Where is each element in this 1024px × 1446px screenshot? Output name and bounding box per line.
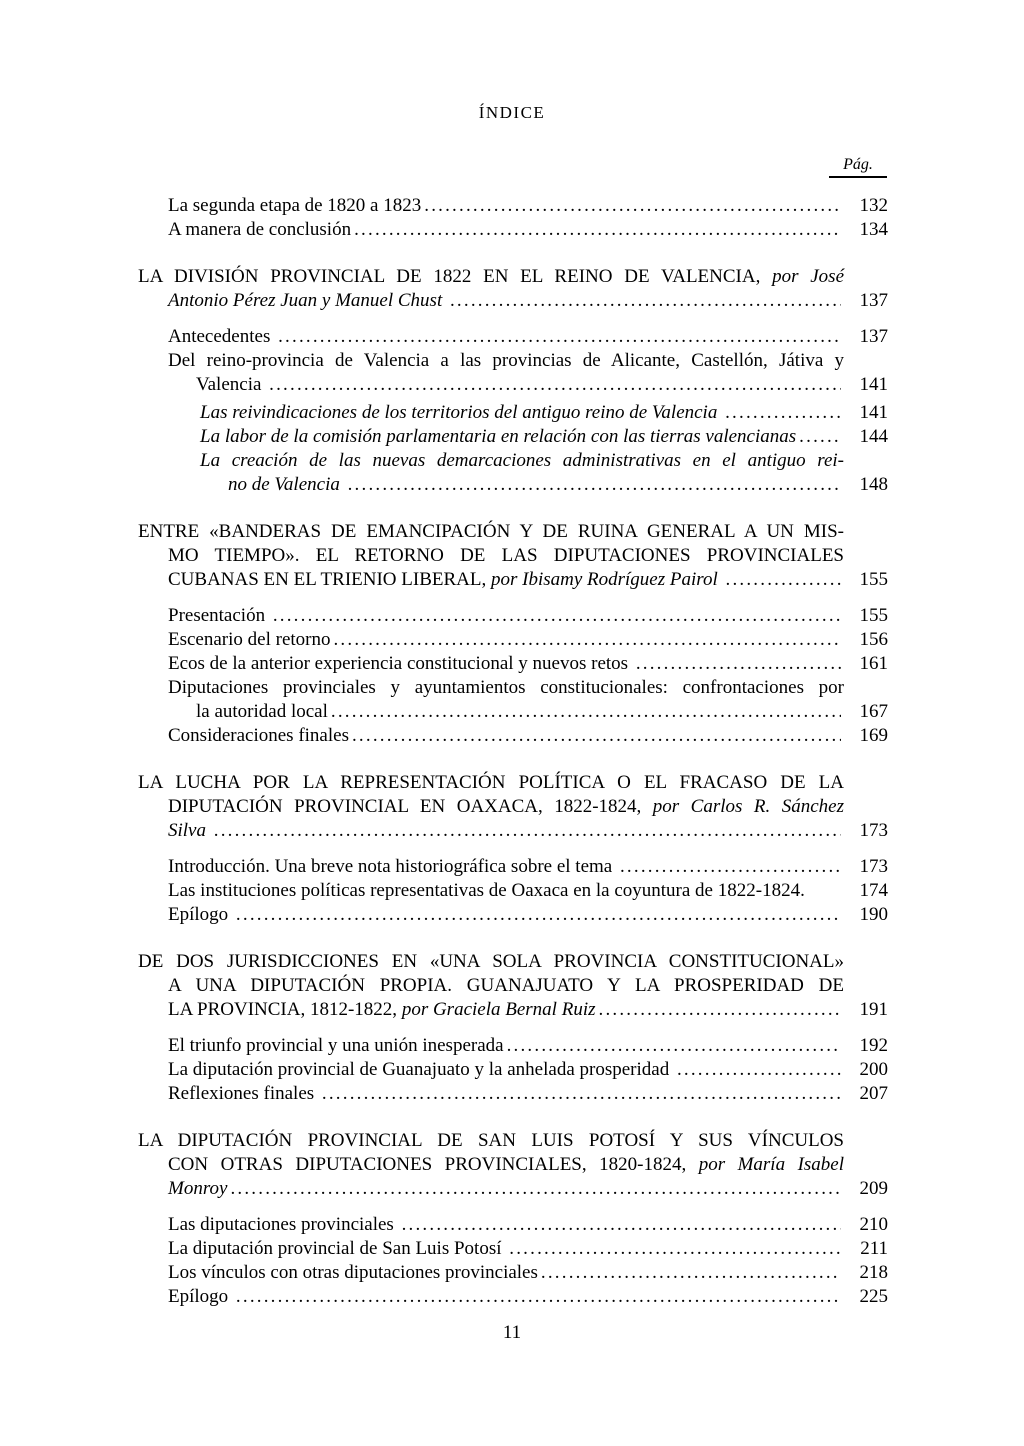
toc-page-number: 190 xyxy=(859,904,888,925)
toc-line xyxy=(168,325,888,349)
dotted-leader xyxy=(636,652,841,676)
toc-line-text: El triunfo provincial y una unión inesperada xyxy=(168,1035,504,1056)
toc-page-number: 211 xyxy=(860,1238,888,1259)
table-of-contents xyxy=(138,194,888,1309)
toc-line xyxy=(200,449,844,473)
toc-line-text: Ecos de la anterior experiencia constitucional y nuevos retos xyxy=(168,653,633,674)
toc-page-number: 148 xyxy=(859,474,888,495)
toc-entry xyxy=(138,950,888,1022)
dotted-leader xyxy=(322,1082,841,1106)
toc-line xyxy=(168,604,888,628)
toc-page-number: 191 xyxy=(859,999,888,1020)
toc-entry xyxy=(138,1058,888,1082)
toc-entry xyxy=(138,1213,888,1237)
dotted-leader xyxy=(354,218,841,242)
toc-page-number: 156 xyxy=(859,629,888,650)
toc-line-text: LA LUCHA POR LA REPRESENTACIÓN POLÍTICA O EL FRACASO DE LA xyxy=(138,772,844,793)
toc-line xyxy=(168,903,888,927)
dotted-leader xyxy=(620,855,841,879)
toc-line-text: DE DOS JURISDICCIONES EN «UNA SOLA PROVINCIA CONSTITUCIONAL» xyxy=(138,951,844,972)
dotted-leader xyxy=(236,903,841,927)
toc-line xyxy=(200,425,888,449)
toc-entry xyxy=(138,676,888,724)
toc-line xyxy=(138,1129,844,1153)
dotted-leader xyxy=(726,568,842,592)
toc-entry xyxy=(138,771,888,843)
toc-entry xyxy=(138,349,888,397)
dotted-leader xyxy=(799,425,841,449)
dotted-leader xyxy=(331,700,841,724)
toc-line-text: Antecedentes xyxy=(168,326,276,347)
toc-line xyxy=(138,950,844,974)
dotted-leader xyxy=(278,325,841,349)
toc-line-text: Las instituciones políticas representativas de Oaxaca en la coyuntura de 1822-1824. xyxy=(168,880,805,901)
toc-page-number: 155 xyxy=(859,605,888,626)
toc-page-number: 200 xyxy=(859,1059,888,1080)
toc-line-text: la autoridad local xyxy=(196,701,328,722)
toc-line-text: Las reivindicaciones de los territorios del antiguo reino de Valencia xyxy=(200,402,723,423)
toc-page-number: 137 xyxy=(859,326,888,347)
toc-line-text: Los vínculos con otras diputaciones provinciales xyxy=(168,1262,538,1283)
toc-page-number: 141 xyxy=(859,374,888,395)
toc-line-text: Introducción. Una breve nota historiográfica sobre el tema xyxy=(168,856,617,877)
toc-entry xyxy=(138,1285,888,1309)
toc-entry xyxy=(138,1261,888,1285)
toc-line xyxy=(168,652,888,676)
toc-entry xyxy=(138,449,888,497)
toc-page-number: 192 xyxy=(859,1035,888,1056)
page-number: 11 xyxy=(502,1322,522,1343)
toc-entry xyxy=(138,520,888,592)
toc-line xyxy=(168,855,888,879)
toc-line xyxy=(168,1177,888,1201)
toc-page-number: 167 xyxy=(859,701,888,722)
toc-line xyxy=(168,974,844,998)
toc-entry xyxy=(138,724,888,748)
toc-line-text: ENTRE «BANDERAS DE EMANCIPACIÓN Y DE RUINA GENERAL A UN MIS- xyxy=(138,521,844,542)
toc-entry xyxy=(138,855,888,879)
dotted-leader xyxy=(424,194,841,218)
toc-line xyxy=(168,1034,888,1058)
dotted-leader xyxy=(214,819,841,843)
toc-line-text: LA DIPUTACIÓN PROVINCIAL DE SAN LUIS POTOSÍ Y SUS VÍNCULOS xyxy=(138,1130,844,1151)
toc-line-text: Antonio Pérez Juan y Manuel Chust xyxy=(168,290,447,311)
toc-line xyxy=(168,1058,888,1082)
toc-line xyxy=(200,401,888,425)
toc-line-text: Silva xyxy=(168,820,211,841)
toc-line-text: La labor de la comisión parlamentaria en relación con las tierras valencianas xyxy=(200,426,797,447)
toc-line xyxy=(168,1213,888,1237)
dotted-leader xyxy=(541,1261,841,1285)
toc-page-number: 173 xyxy=(859,820,888,841)
toc-page-number: 225 xyxy=(859,1286,888,1307)
toc-line xyxy=(168,819,888,843)
toc-entry xyxy=(138,604,888,628)
toc-line xyxy=(168,194,888,218)
toc-page-number: 209 xyxy=(859,1178,888,1199)
toc-line-text: MO TIEMPO». EL RETORNO DE LAS DIPUTACIONES PROVINCIALES xyxy=(168,545,844,566)
toc-line xyxy=(168,724,888,748)
toc-line-text: Epílogo xyxy=(168,1286,233,1307)
toc-entry xyxy=(138,218,888,242)
dotted-leader xyxy=(333,628,841,652)
toc-line xyxy=(168,1237,888,1261)
toc-line-text: Escenario del retorno xyxy=(168,629,331,650)
toc-line-text: La diputación provincial de Guanajuato y la anhelada prosperidad xyxy=(168,1059,674,1080)
toc-entry xyxy=(138,325,888,349)
toc-line-text: CON OTRAS DIPUTACIONES PROVINCIALES, 1820-1824, por María Isabel xyxy=(168,1154,845,1175)
toc-page-number: 155 xyxy=(859,569,888,590)
toc-line xyxy=(168,1261,888,1285)
toc-entry xyxy=(138,1237,888,1261)
toc-line-text: Las diputaciones provinciales xyxy=(168,1214,399,1235)
dotted-leader xyxy=(236,1285,841,1309)
toc-line-text: Monroy xyxy=(168,1178,228,1199)
toc-entry xyxy=(138,1129,888,1201)
toc-line xyxy=(138,265,844,289)
toc-line-text: Reflexiones finales xyxy=(168,1083,319,1104)
toc-entry xyxy=(138,265,888,313)
toc-line xyxy=(168,628,888,652)
toc-line-text: LA PROVINCIA, 1812-1822, por Graciela Bernal Ruiz xyxy=(168,999,596,1020)
toc-line-text: DIPUTACIÓN PROVINCIAL EN OAXACA, 1822-1824, por Carlos R. Sánchez xyxy=(168,796,844,817)
toc-line-text: Del reino-provincia de Valencia a las provincias de Alicante, Castellón, Játiva y xyxy=(168,350,844,371)
dotted-leader xyxy=(273,604,841,628)
toc-line-text: no de Valencia xyxy=(228,474,345,495)
toc-line xyxy=(168,568,888,592)
toc-entry xyxy=(138,401,888,425)
page-column-header: Pág. xyxy=(829,156,887,178)
toc-line-text: Diputaciones provinciales y ayuntamientos constitucionales: confrontaciones por xyxy=(168,677,844,698)
dotted-leader xyxy=(725,401,841,425)
toc-page-number: 132 xyxy=(859,195,888,216)
toc-line xyxy=(196,700,888,724)
toc-line-text: La segunda etapa de 1820 a 1823 xyxy=(168,195,422,216)
toc-line xyxy=(228,473,888,497)
toc-page-number: 137 xyxy=(859,290,888,311)
toc-entry xyxy=(138,1034,888,1058)
toc-line-text: Epílogo xyxy=(168,904,233,925)
toc-page-number: 210 xyxy=(859,1214,888,1235)
toc-line-text: La diputación provincial de San Luis Potosí xyxy=(168,1238,507,1259)
dotted-leader xyxy=(509,1237,841,1261)
toc-line xyxy=(168,349,844,373)
toc-line-text: La creación de las nuevas demarcaciones administrativas en el antiguo rei- xyxy=(200,450,844,471)
toc-line xyxy=(196,373,888,397)
toc-line-text: Presentación xyxy=(168,605,270,626)
dotted-leader xyxy=(450,289,841,313)
toc-line xyxy=(138,771,844,795)
toc-entry xyxy=(138,903,888,927)
toc-line-text: Valencia xyxy=(196,374,267,395)
toc-line xyxy=(138,520,844,544)
toc-line-text: A UNA DIPUTACIÓN PROPIA. GUANAJUATO Y LA PROSPERIDAD DE xyxy=(168,975,844,996)
toc-line xyxy=(168,1285,888,1309)
toc-entry xyxy=(138,879,888,903)
toc-line xyxy=(168,1082,888,1106)
dotted-leader xyxy=(230,1177,841,1201)
toc-line-text: A manera de conclusión xyxy=(168,219,352,240)
toc-entry xyxy=(138,425,888,449)
toc-page-number: 207 xyxy=(859,1083,888,1104)
toc-line xyxy=(168,218,888,242)
toc-line xyxy=(168,544,844,568)
toc-entry xyxy=(138,194,888,218)
toc-line-text: LA DIVISIÓN PROVINCIAL DE 1822 EN EL REINO DE VALENCIA, por José xyxy=(138,266,845,287)
page-title: ÍNDICE xyxy=(478,103,546,122)
toc-line xyxy=(168,676,844,700)
toc-page-number: 141 xyxy=(859,402,888,423)
dotted-leader xyxy=(402,1213,841,1237)
toc-page-number: 161 xyxy=(859,653,888,674)
dotted-leader xyxy=(599,998,842,1022)
toc-page-number: 173 xyxy=(859,856,888,877)
toc-page-number: 134 xyxy=(859,219,888,240)
toc-page-number: 218 xyxy=(859,1262,888,1283)
toc-line xyxy=(168,879,888,903)
toc-entry xyxy=(138,652,888,676)
dotted-leader xyxy=(348,473,841,497)
dotted-leader xyxy=(507,1034,841,1058)
dotted-leader xyxy=(352,724,841,748)
toc-line xyxy=(168,1153,844,1177)
toc-line xyxy=(168,289,888,313)
dotted-leader xyxy=(269,373,841,397)
toc-page-number: 169 xyxy=(859,725,888,746)
dotted-leader xyxy=(677,1058,841,1082)
toc-line xyxy=(168,795,844,819)
toc-line-text: CUBANAS EN EL TRIENIO LIBERAL, por Ibisamy Rodríguez Pairol xyxy=(168,569,723,590)
toc-entry xyxy=(138,1082,888,1106)
toc-entry xyxy=(138,628,888,652)
toc-page-number: 144 xyxy=(859,426,888,447)
toc-line xyxy=(168,998,888,1022)
toc-line-text: Consideraciones finales xyxy=(168,725,349,746)
toc-page-number: 174 xyxy=(859,880,888,901)
